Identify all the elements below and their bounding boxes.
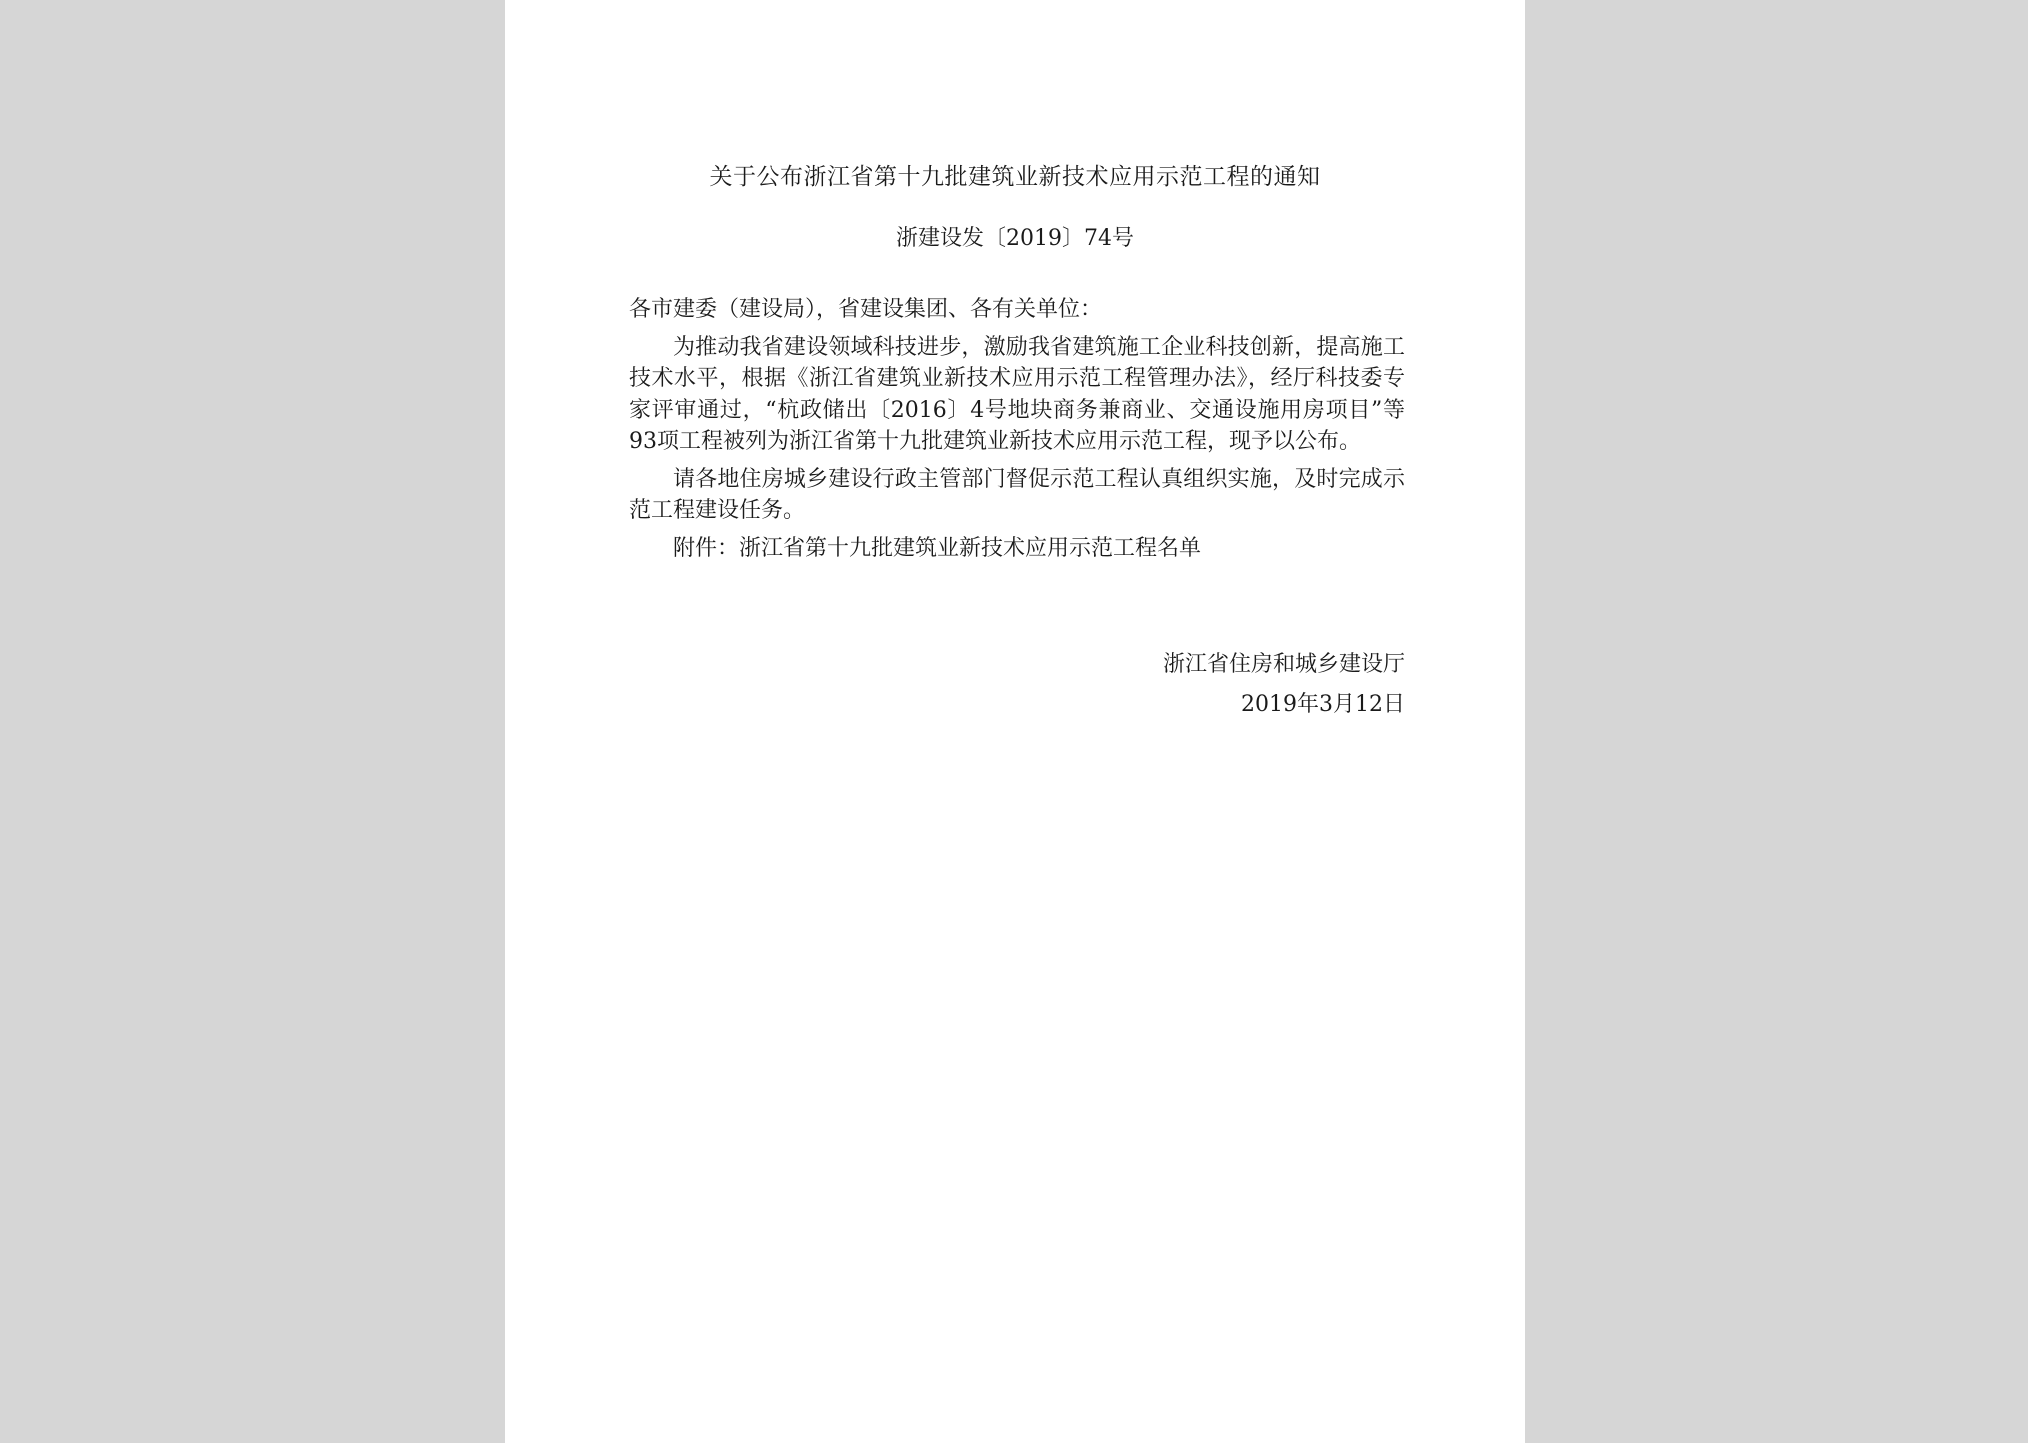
signature-date: 2019年3月12日 [1241, 692, 1405, 717]
document-title: 关于公布浙江省第十九批建筑业新技术应用示范工程的通知 [709, 164, 1321, 190]
document-number: 浙建设发〔2019〕74号 [896, 226, 1134, 251]
document-body [629, 294, 1405, 570]
signature-organization: 浙江省住房和城乡建设厅 [1162, 652, 1405, 677]
paragraph-attachment: 附件：浙江省第十九批建筑业新技术应用示范工程名单 [673, 535, 1202, 561]
document-page [505, 0, 1525, 1443]
paragraph-main: 为推动我省建设领域科技进步，激励我省建筑施工企业科技创新，提高施工技术水平，根据《浙江省建筑业新技术应用示范工程管理办法》，经厅科技委专家评审通过，“杭政储出〔2016〕4号地块商务兼商业、交通设施用房项目”等93项工程被列为浙江省第十九批建筑业新技术应用示范工程，现予以公布。 [629, 334, 1405, 454]
paragraph-request: 请各地住房城乡建设行政主管部门督促示范工程认真组织实施，及时完成示范工程建设任务。 [629, 466, 1405, 523]
salutation: 各市建委（建设局），省建设集团、各有关单位： [629, 297, 1103, 322]
